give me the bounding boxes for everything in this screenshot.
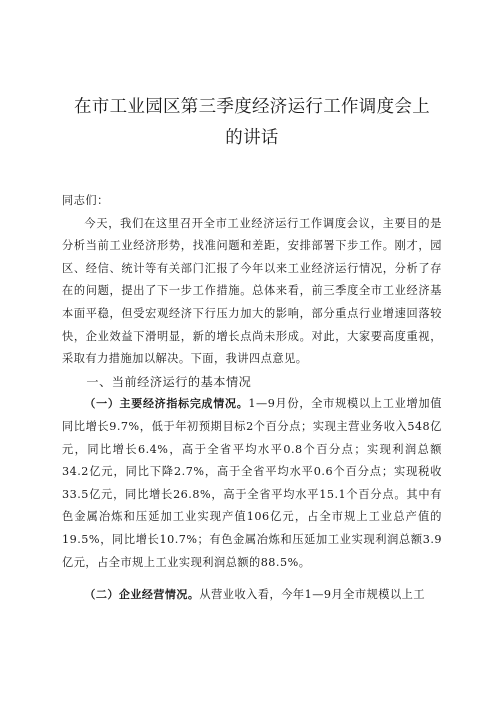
intro-paragraph: 今天，我们在这里召开全市工业经济运行工作调度会议，主要目的是分析当前工业经济形势，找准问题和差距，安排部署下步工作。刚才，园区、经信、统计等有关部门汇报了今年以来工业经济运行情况，分析了存在的问题，提出了下一步工作措施。总体来看，前三季度全市工业经济基本面平稳，但受宏观经济下行压力加大的影响，部分重点行业增速回落较快，企业效益下滑明显，新的增长点尚未形成。对此，大家要高度重视，采取有力措施加以解决。下面，我讲四点意见。 <box>62 216 442 366</box>
section-heading-1: 一、当前经济运行的基本情况 <box>86 374 252 389</box>
title-line-1: 在市工业园区第三季度经济运行工作调度会上 <box>74 97 430 117</box>
sub-heading-operations: （二）企业经营情况。 <box>84 588 200 602</box>
paragraph-gap <box>62 574 442 584</box>
document-title <box>62 92 442 154</box>
title-line-2: 的讲话 <box>225 128 279 148</box>
document-body <box>62 190 442 607</box>
indicators-text: 1—9月份，全市规模以上工业增加值同比增长9.7%，低于年初预期目标2个百分点；实现主营业务收入548亿元，同比增长6.4%，高于全省平均水平0.8个百分点；实现利润总额34.2亿元，同比下降2.7%，高于全省平均水平0.6个百分点；实现税收33.5亿元，同比增长26.8%，高于全省平均水平15.1个百分点。其中有色金属冶炼和压延加工业实现产值106亿元，占全市规上工业总产值的19.5%，同比增长10.7%；有色金属冶炼和压延加工业实现利润总额3.9亿元，占全市规上工业实现利润总额的88.5%。 <box>62 397 442 569</box>
paragraph-operations <box>62 584 442 607</box>
sub-heading-indicators: （一）主要经济指标完成情况。 <box>84 397 249 411</box>
operations-text: 从营业收入看，今年1—9月全市规模以上工 <box>199 588 426 602</box>
paragraph-indicators <box>62 393 442 574</box>
salutation: 同志们： <box>62 194 109 207</box>
